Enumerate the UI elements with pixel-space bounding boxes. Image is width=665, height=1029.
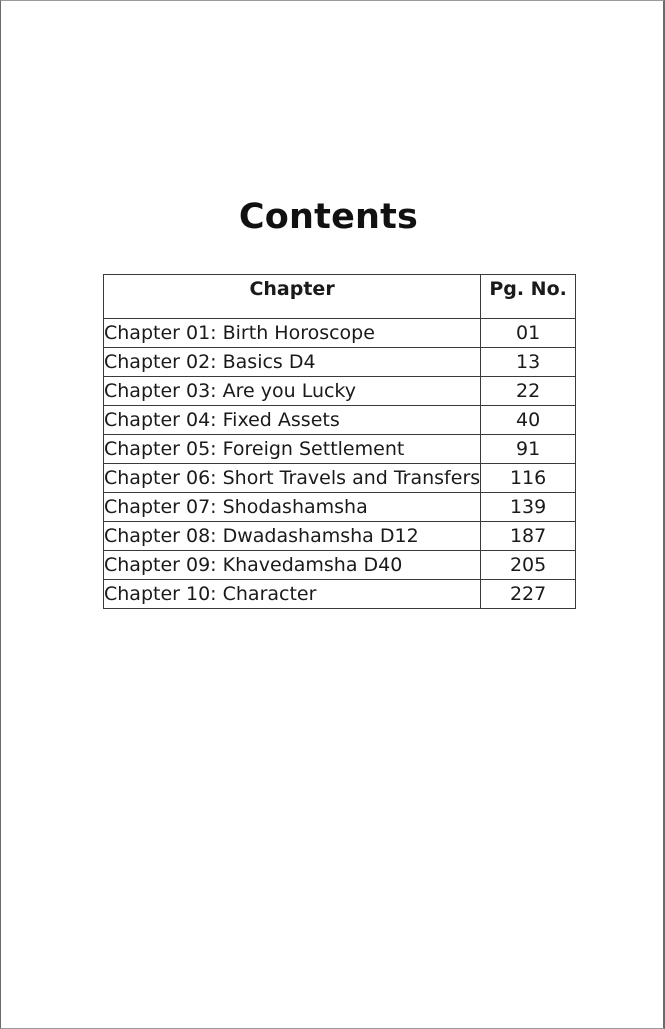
page-number: 91 [481,435,576,464]
chapter-title: Chapter 09: Khavedamsha D40 [104,551,481,580]
page-number: 139 [481,493,576,522]
chapter-title: Chapter 10: Character [104,580,481,609]
chapter-title: Chapter 02: Basics D4 [104,348,481,377]
chapter-title: Chapter 05: Foreign Settlement [104,435,481,464]
header-chapter: Chapter [104,275,481,319]
chapter-title: Chapter 01: Birth Horoscope [104,319,481,348]
header-page-number: Pg. No. [481,275,576,319]
table-row [104,551,576,580]
table-header-row [104,275,576,319]
table-row [104,522,576,551]
page-title: Contents [238,197,419,237]
table-row [104,493,576,522]
table-row [104,435,576,464]
table-row [104,377,576,406]
page-number: 227 [481,580,576,609]
page-number: 116 [481,464,576,493]
page-number: 205 [481,551,576,580]
page-number: 187 [481,522,576,551]
chapter-title: Chapter 04: Fixed Assets [104,406,481,435]
table-row [104,580,576,609]
chapter-title: Chapter 07: Shodashamsha [104,493,481,522]
table-row [104,348,576,377]
page-number: 13 [481,348,576,377]
chapter-title: Chapter 08: Dwadashamsha D12 [104,522,481,551]
chapter-title: Chapter 03: Are you Lucky [104,377,481,406]
chapter-title: Chapter 06: Short Travels and Transfers [104,464,481,493]
contents-table [103,274,576,609]
table-row [104,464,576,493]
table-row [104,319,576,348]
table-row [104,406,576,435]
page-number: 01 [481,319,576,348]
page-number: 40 [481,406,576,435]
page-number: 22 [481,377,576,406]
